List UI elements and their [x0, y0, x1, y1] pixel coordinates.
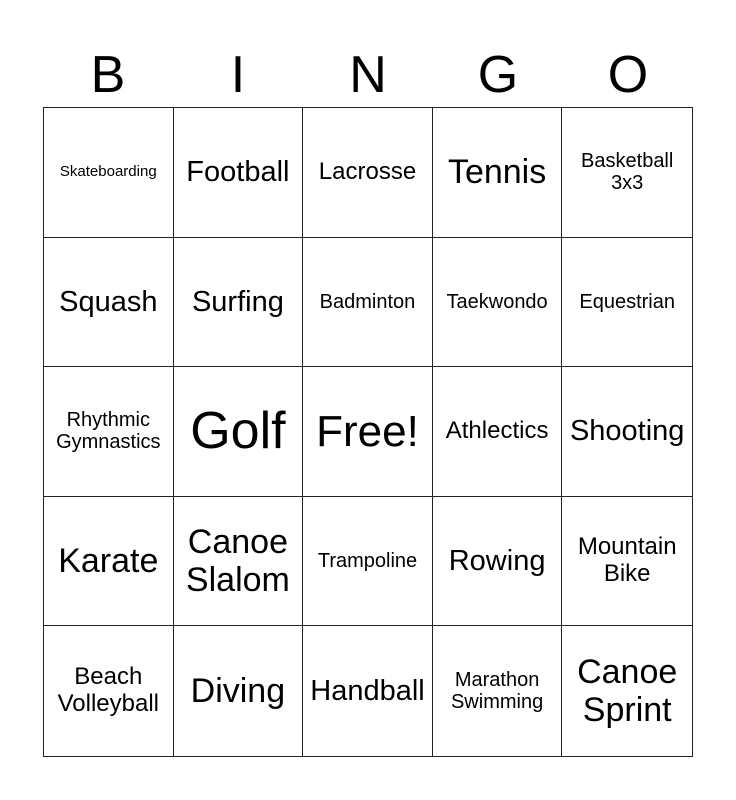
bingo-header — [43, 42, 693, 108]
bingo-cell-r2-c0[interactable] — [44, 367, 174, 497]
bingo-cell-label: Rowing — [448, 544, 546, 577]
bingo-cell-r0-c4[interactable] — [562, 108, 692, 238]
bingo-cell-free[interactable] — [303, 367, 433, 497]
bingo-cell-label: Equestrian — [579, 290, 675, 313]
bingo-cell-label: Athlectics — [445, 417, 549, 445]
bingo-cell-label: Trampoline — [317, 549, 418, 572]
bingo-cell-label: Squash — [59, 285, 158, 318]
bingo-cell-r1-c4[interactable] — [562, 238, 692, 368]
header-letter-g: G — [477, 46, 519, 104]
bingo-cell-label: Football — [186, 156, 290, 189]
free-space-label: Free! — [316, 406, 419, 456]
header-letter-o: O — [607, 46, 649, 104]
bingo-cell-r3-c0[interactable] — [44, 497, 174, 627]
bingo-cell-r3-c4[interactable] — [562, 497, 692, 627]
bingo-cell-r1-c2[interactable] — [303, 238, 433, 368]
bingo-cell-label: Badminton — [319, 290, 416, 313]
bingo-cell-label: Shooting — [569, 415, 685, 448]
bingo-cell-label: Canoe Sprint — [577, 653, 678, 730]
bingo-cell-r2-c1[interactable] — [174, 367, 304, 497]
bingo-cell-label: Rhythmic Gymnastics — [56, 409, 161, 454]
bingo-cell-r3-c1[interactable] — [174, 497, 304, 627]
bingo-cell-r0-c1[interactable] — [174, 108, 304, 238]
bingo-cell-r1-c1[interactable] — [174, 238, 304, 368]
bingo-cell-r1-c0[interactable] — [44, 238, 174, 368]
bingo-cell-label: Golf — [190, 402, 286, 461]
bingo-cell-r4-c4[interactable] — [562, 626, 692, 756]
bingo-cell-label: Surfing — [191, 285, 284, 318]
header-letter-i: I — [230, 46, 246, 104]
bingo-cell-r0-c0[interactable] — [44, 108, 174, 238]
bingo-cell-label: Tennis — [447, 153, 547, 192]
bingo-cell-label: Karate — [58, 542, 159, 581]
bingo-cell-r4-c2[interactable] — [303, 626, 433, 756]
bingo-cell-label: Lacrosse — [318, 157, 417, 185]
bingo-cell-label: Mountain Bike — [577, 533, 677, 588]
bingo-cell-r3-c3[interactable] — [433, 497, 563, 627]
bingo-cell-label: Marathon Swimming — [450, 668, 544, 714]
bingo-cell-label: Handball — [310, 674, 425, 707]
bingo-cell-r0-c2[interactable] — [303, 108, 433, 238]
bingo-cell-r0-c3[interactable] — [433, 108, 563, 238]
bingo-cell-r4-c1[interactable] — [174, 626, 304, 756]
bingo-cell-label: Diving — [190, 672, 286, 711]
bingo-cell-r4-c0[interactable] — [44, 626, 174, 756]
bingo-cell-label: Basketball 3x3 — [581, 149, 674, 195]
bingo-cell-label: Skateboarding — [59, 162, 157, 180]
bingo-cell-r3-c2[interactable] — [303, 497, 433, 627]
bingo-board — [43, 107, 693, 757]
header-letter-n: N — [349, 46, 387, 104]
bingo-cell-r2-c4[interactable] — [562, 367, 692, 497]
bingo-cell-label: Taekwondo — [446, 290, 548, 313]
bingo-cell-r2-c3[interactable] — [433, 367, 563, 497]
bingo-cell-r1-c3[interactable] — [433, 238, 563, 368]
bingo-cell-label: Beach Volleyball — [57, 663, 159, 718]
bingo-cell-r4-c3[interactable] — [433, 626, 563, 756]
header-letter-b: B — [90, 46, 126, 104]
bingo-cell-label: Canoe Slalom — [185, 523, 290, 600]
